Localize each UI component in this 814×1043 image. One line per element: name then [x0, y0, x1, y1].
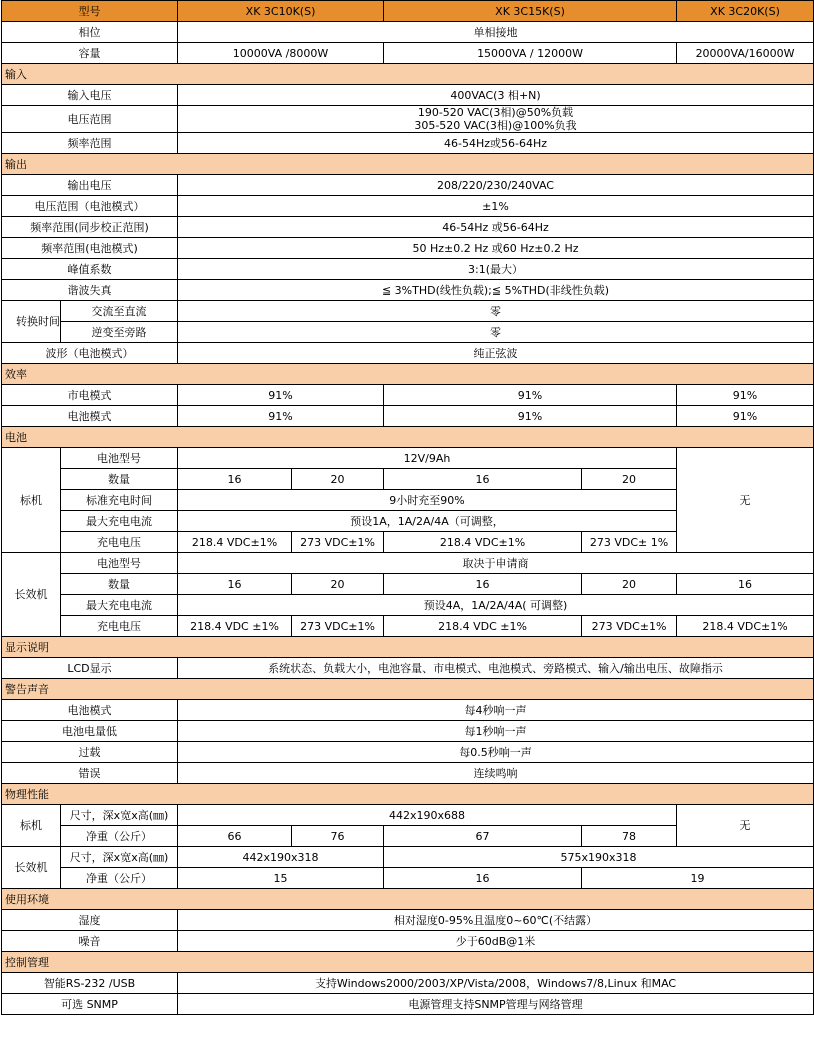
section-title-battery: 电池	[2, 427, 814, 448]
bat-long-qty-1: 16	[178, 574, 292, 595]
section-display	[2, 637, 814, 658]
input-voltage-value: 400VAC(3 相+N)	[178, 85, 814, 106]
output-crest-row	[2, 259, 814, 280]
phys-std-size-value: 442x190x688	[178, 805, 677, 826]
capacity-label: 容量	[2, 43, 178, 64]
eff-battery-10k: 91%	[178, 406, 384, 427]
output-range-batt-row	[2, 196, 814, 217]
eff-mains-label: 市电模式	[2, 385, 178, 406]
capacity-20k: 20000VA/16000W	[677, 43, 814, 64]
section-environment	[2, 889, 814, 910]
output-thd-row	[2, 280, 814, 301]
env-humidity-row	[2, 910, 814, 931]
input-freq-row	[2, 133, 814, 154]
bat-long-qty-2: 20	[292, 574, 384, 595]
alarm-error-row	[2, 763, 814, 784]
phys-long-weight-2: 16	[384, 868, 582, 889]
phys-std-size-row	[2, 805, 814, 826]
alarm-low-value: 每1秒响一声	[178, 721, 814, 742]
env-noise-row	[2, 931, 814, 952]
eff-battery-15k: 91%	[384, 406, 677, 427]
bat-std-type-row	[2, 448, 814, 469]
phys-long-weight-row	[2, 868, 814, 889]
ctrl-snmp-label: 可选 SNMP	[2, 994, 178, 1015]
output-voltage-value: 208/220/230/240VAC	[178, 175, 814, 196]
transfer-ac-dc-row	[2, 301, 814, 322]
phys-std-weight-3: 67	[384, 826, 582, 847]
bat-std-curr-value: 预设1A，1A/2A/4A（可调整，	[178, 511, 677, 532]
input-voltage-row	[2, 85, 814, 106]
input-range-line1: 190-520 VAC(3相)@50%负载	[417, 106, 574, 119]
transfer-time-label: 转换时间	[2, 301, 61, 343]
bat-std-time-value: 9小时充至90%	[178, 490, 677, 511]
phys-long-size-1: 442x190x318	[178, 847, 384, 868]
ctrl-usb-label: 智能RS-232 /USB	[2, 973, 178, 994]
ctrl-snmp-value: 电源管理支持SNMP管理与网络管理	[178, 994, 814, 1015]
phys-std-label: 标机	[2, 805, 61, 847]
capacity-15k: 15000VA / 12000W	[384, 43, 677, 64]
section-title-output: 输出	[2, 154, 814, 175]
section-title-input: 输入	[2, 64, 814, 85]
bat-std-none: 无	[677, 448, 814, 553]
eff-mains-20k: 91%	[677, 385, 814, 406]
input-range-line2: 305-520 VAC(3相)@100%负我	[414, 119, 577, 132]
spec-table	[1, 0, 814, 1015]
phys-std-weight-2: 76	[292, 826, 384, 847]
bat-long-qty-row	[2, 574, 814, 595]
env-noise-value: 少于60dB@1米	[178, 931, 814, 952]
transfer-ac-dc-value: 零	[178, 301, 814, 322]
bat-std-qty-4: 20	[582, 469, 677, 490]
model-10k: XK 3C10K(S)	[178, 1, 384, 22]
bat-std-volt-1: 218.4 VDC±1%	[178, 532, 292, 553]
alarm-overload-label: 过载	[2, 742, 178, 763]
transfer-inv-bypass-value: 零	[178, 322, 814, 343]
section-input	[2, 64, 814, 85]
alarm-battery-row	[2, 700, 814, 721]
section-physical	[2, 784, 814, 805]
bat-long-volt-4: 273 VDC±1%	[582, 616, 677, 637]
input-range-row	[2, 106, 814, 133]
bat-std-type-label: 电池型号	[61, 448, 178, 469]
capacity-10k: 10000VA /8000W	[178, 43, 384, 64]
output-waveform-value: 纯正弦波	[178, 343, 814, 364]
model-label: 型号	[2, 1, 178, 22]
ctrl-snmp-row	[2, 994, 814, 1015]
phys-long-size-2: 575x190x318	[384, 847, 814, 868]
eff-battery-row	[2, 406, 814, 427]
output-thd-value: ≦ 3%THD(线性负载);≦ 5%THD(非线性负载)	[178, 280, 814, 301]
section-efficiency	[2, 364, 814, 385]
bat-long-curr-row	[2, 595, 814, 616]
phys-std-none: 无	[677, 805, 814, 847]
eff-battery-label: 电池模式	[2, 406, 178, 427]
output-voltage-label: 输出电压	[2, 175, 178, 196]
phase-value: 单相接地	[178, 22, 814, 43]
section-battery	[2, 427, 814, 448]
bat-long-qty-4: 20	[582, 574, 677, 595]
lcd-row	[2, 658, 814, 679]
bat-std-type-value: 12V/9Ah	[178, 448, 677, 469]
section-title-control: 控制管理	[2, 952, 814, 973]
output-freq-batt-label: 频率范围(电池模式)	[2, 238, 178, 259]
section-title-environment: 使用环境	[2, 889, 814, 910]
eff-mains-10k: 91%	[178, 385, 384, 406]
phys-long-size-label: 尺寸，深x宽x高(㎜)	[61, 847, 178, 868]
bat-std-label: 标机	[2, 448, 61, 553]
model-20k: XK 3C20K(S)	[677, 1, 814, 22]
transfer-inv-bypass-row	[2, 322, 814, 343]
alarm-battery-label: 电池模式	[2, 700, 178, 721]
input-freq-value: 46-54Hz或56-64Hz	[178, 133, 814, 154]
output-range-batt-label: 电压范围（电池模式）	[2, 196, 178, 217]
ctrl-usb-row	[2, 973, 814, 994]
bat-std-volt-label: 充电电压	[61, 532, 178, 553]
output-freq-sync-row	[2, 217, 814, 238]
bat-std-qty-label: 数量	[61, 469, 178, 490]
output-freq-sync-label: 频率范围(同步校正范围)	[2, 217, 178, 238]
phys-std-size-label: 尺寸，深x宽x高(㎜)	[61, 805, 178, 826]
alarm-error-label: 错误	[2, 763, 178, 784]
output-crest-label: 峰值系数	[2, 259, 178, 280]
phys-long-weight-1: 15	[178, 868, 384, 889]
input-freq-label: 频率范围	[2, 133, 178, 154]
phys-long-weight-3: 19	[582, 868, 814, 889]
bat-std-qty-2: 20	[292, 469, 384, 490]
bat-long-label: 长效机	[2, 553, 61, 637]
bat-std-volt-3: 218.4 VDC±1%	[384, 532, 582, 553]
input-voltage-label: 输入电压	[2, 85, 178, 106]
bat-long-volt-5: 218.4 VDC±1%	[677, 616, 814, 637]
bat-long-volt-2: 273 VDC±1%	[292, 616, 384, 637]
transfer-ac-dc-label: 交流至直流	[61, 301, 178, 322]
bat-long-curr-label: 最大充电电流	[61, 595, 178, 616]
output-waveform-row	[2, 343, 814, 364]
alarm-low-row	[2, 721, 814, 742]
bat-std-time-label: 标准充电时间	[61, 490, 178, 511]
eff-mains-row	[2, 385, 814, 406]
section-output	[2, 154, 814, 175]
bat-long-volt-1: 218.4 VDC ±1%	[178, 616, 292, 637]
phys-std-weight-1: 66	[178, 826, 292, 847]
bat-std-curr-label: 最大充电电流	[61, 511, 178, 532]
bat-long-volt-3: 218.4 VDC ±1%	[384, 616, 582, 637]
alarm-low-label: 电池电量低	[2, 721, 178, 742]
section-title-alarm: 警告声音	[2, 679, 814, 700]
phase-label: 相位	[2, 22, 178, 43]
bat-long-qty-5: 16	[677, 574, 814, 595]
section-control	[2, 952, 814, 973]
output-freq-sync-value: 46-54Hz 或56-64Hz	[178, 217, 814, 238]
bat-std-qty-3: 16	[384, 469, 582, 490]
bat-std-qty-1: 16	[178, 469, 292, 490]
bat-std-volt-2: 273 VDC±1%	[292, 532, 384, 553]
output-waveform-label: 波形（电池模式）	[2, 343, 178, 364]
output-voltage-row	[2, 175, 814, 196]
section-alarm	[2, 679, 814, 700]
lcd-value: 系统状态、负载大小，电池容量、市电模式、电池模式、旁路模式、输入/输出电压、故障指示	[178, 658, 814, 679]
alarm-overload-value: 每0.5秒响一声	[178, 742, 814, 763]
env-humidity-value: 相对湿度0-95%且温度0~60℃(不结露）	[178, 910, 814, 931]
input-range-value	[178, 106, 814, 133]
alarm-battery-value: 每4秒响一声	[178, 700, 814, 721]
input-range-label: 电压范围	[2, 106, 178, 133]
ctrl-usb-value: 支持Windows2000/2003/XP/Vista/2008，Windows7/8,Linux 和MAC	[178, 973, 814, 994]
bat-std-volt-4: 273 VDC± 1%	[582, 532, 677, 553]
transfer-inv-bypass-label: 逆变至旁路	[61, 322, 178, 343]
phase-row	[2, 22, 814, 43]
env-humidity-label: 湿度	[2, 910, 178, 931]
bat-long-qty-3: 16	[384, 574, 582, 595]
section-title-physical: 物理性能	[2, 784, 814, 805]
phys-long-label: 长效机	[2, 847, 61, 889]
bat-long-volt-row	[2, 616, 814, 637]
capacity-row	[2, 43, 814, 64]
lcd-label: LCD显示	[2, 658, 178, 679]
output-freq-batt-row	[2, 238, 814, 259]
phys-long-size-row	[2, 847, 814, 868]
bat-long-qty-label: 数量	[61, 574, 178, 595]
phys-std-weight-label: 净重（公斤）	[61, 826, 178, 847]
section-title-display: 显示说明	[2, 637, 814, 658]
phys-std-weight-4: 78	[582, 826, 677, 847]
alarm-overload-row	[2, 742, 814, 763]
output-thd-label: 谐波失真	[2, 280, 178, 301]
section-title-efficiency: 效率	[2, 364, 814, 385]
output-freq-batt-value: 50 Hz±0.2 Hz 或60 Hz±0.2 Hz	[178, 238, 814, 259]
eff-battery-20k: 91%	[677, 406, 814, 427]
bat-long-type-label: 电池型号	[61, 553, 178, 574]
output-range-batt-value: ±1%	[178, 196, 814, 217]
bat-long-volt-label: 充电电压	[61, 616, 178, 637]
bat-long-type-value: 取决于申请商	[178, 553, 814, 574]
output-crest-value: 3:1(最大）	[178, 259, 814, 280]
bat-long-curr-value: 预设4A，1A/2A/4A( 可调整)	[178, 595, 814, 616]
phys-long-weight-label: 净重（公斤）	[61, 868, 178, 889]
bat-long-type-row	[2, 553, 814, 574]
header-row	[2, 1, 814, 22]
eff-mains-15k: 91%	[384, 385, 677, 406]
alarm-error-value: 连续鸣响	[178, 763, 814, 784]
model-15k: XK 3C15K(S)	[384, 1, 677, 22]
env-noise-label: 噪音	[2, 931, 178, 952]
